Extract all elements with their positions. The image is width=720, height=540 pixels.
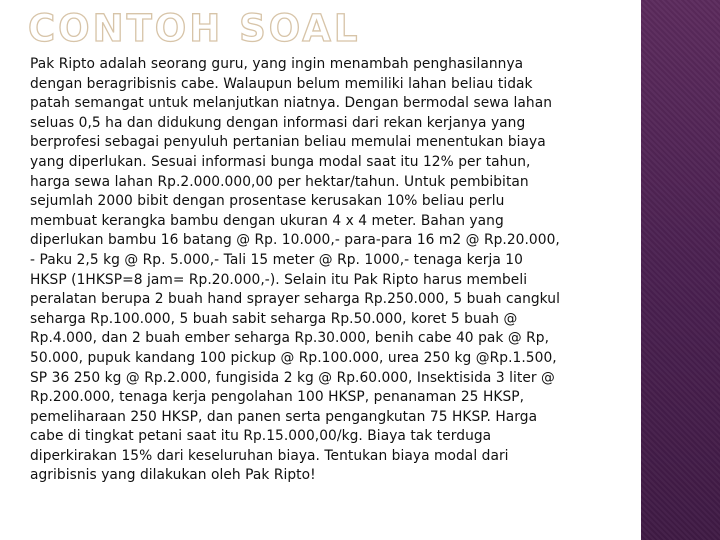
text-line: 50.000, pupuk kandang 100 pickup @ Rp.100.000, urea 250 kg @Rp.1.500, xyxy=(30,349,557,366)
text-line: HKSP (1HKSP=8 jam= Rp.20.000,-). Selain itu Pak Ripto harus membeli xyxy=(30,271,528,288)
text-line: patah semangat untuk melanjutkan niatnya. Dengan bermodal sewa lahan xyxy=(30,95,553,112)
text-line: peralatan berupa 2 buah hand sprayer seharga Rp.250.000, 5 buah cangkul xyxy=(30,291,560,308)
text-line: diperkirakan 15% dari keseluruhan biaya. Tentukan biaya modal dari xyxy=(30,447,509,464)
text-line: sejumlah 2000 bibit dengan prosentase kerusakan 10% beliau perlu xyxy=(30,193,505,210)
text-line: - Paku 2,5 kg @ Rp. 5.000,- Tali 15 meter @ Rp. 1000,- tenaga kerja 10 xyxy=(30,251,523,268)
text-line: berprofesi sebagai penyuluh pertanian beliau memulai menentukan biaya xyxy=(30,134,546,151)
text-line: pemeliharaan 250 HKSP, dan panen serta pengangkutan 75 HKSP. Harga xyxy=(30,408,538,425)
decorative-side-panel xyxy=(641,0,720,540)
text-line: cabe di tingkat petani saat itu Rp.15.000,00/kg. Biaya tak terduga xyxy=(30,428,492,445)
text-line: Rp.200.000, tenaga kerja pengolahan 100 HKSP, penanaman 25 HKSP, xyxy=(30,389,525,406)
text-line: agribisnis yang dilakukan oleh Pak Ripto! xyxy=(30,467,316,484)
text-line: harga sewa lahan Rp.2.000.000,00 per hektar/tahun. Untuk pembibitan xyxy=(30,173,529,190)
text-line: yang diperlukan. Sesuai informasi bunga modal saat itu 12% per tahun, xyxy=(30,153,531,170)
slide-title: CONTOH SOAL xyxy=(28,7,361,50)
text-line: seharga Rp.100.000, 5 buah sabit seharga Rp.50.000, koret 5 buah @ xyxy=(30,310,518,327)
text-line: Pak Ripto adalah seorang guru, yang ingin menambah penghasilannya xyxy=(30,56,524,72)
problem-text xyxy=(30,55,634,486)
text-line: membuat kerangka bambu dengan ukuran 4 x 4 meter. Bahan yang xyxy=(30,212,504,229)
text-line: diperlukan bambu 16 batang @ Rp. 10.000,- para-para 16 m2 @ Rp.20.000, xyxy=(30,232,560,249)
text-line: Rp.4.000, dan 2 buah ember seharga Rp.30.000, benih cabe 40 pak @ Rp, xyxy=(30,330,550,347)
text-line: seluas 0,5 ha dan didukung dengan informasi dari rekan kerjanya yang xyxy=(30,114,526,131)
text-line: dengan beragribisnis cabe. Walaupun belum memiliki lahan beliau tidak xyxy=(30,75,533,92)
text-line: SP 36 250 kg @ Rp.2.000, fungisida 2 kg @ Rp.60.000, Insektisida 3 liter @ xyxy=(30,369,555,386)
